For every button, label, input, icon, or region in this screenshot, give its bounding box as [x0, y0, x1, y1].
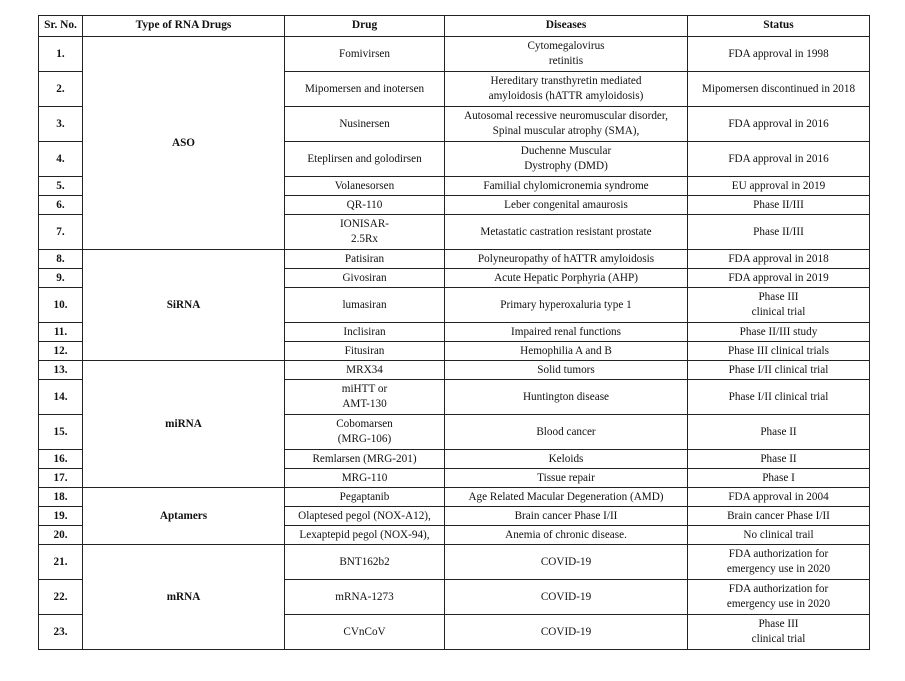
cell-drug-line: Fitusiran	[344, 344, 385, 357]
cell-sr-no: 19.	[39, 507, 83, 526]
cell-drug	[285, 196, 445, 215]
cell-drug	[285, 177, 445, 196]
cell-disease	[445, 380, 688, 415]
cell-status-line: emergency use in 2020	[726, 598, 831, 610]
cell-drug-line: CVnCoV	[343, 625, 386, 638]
cell-status	[688, 380, 870, 415]
cell-disease-line: COVID-19	[540, 555, 592, 568]
cell-drug-line: AMT-130	[342, 398, 387, 410]
cell-disease-line: Familial chylomicronemia syndrome	[483, 179, 649, 192]
cell-rna-type: miRNA	[83, 361, 285, 488]
cell-disease	[445, 142, 688, 177]
cell-status-line: Mipomersen discontinued in 2018	[701, 82, 856, 95]
cell-disease	[445, 107, 688, 142]
cell-sr-no: 2.	[39, 72, 83, 107]
cell-drug-line: Fomivirsen	[339, 47, 390, 60]
cell-status	[688, 615, 870, 650]
cell-sr-no: 12.	[39, 342, 83, 361]
cell-drug-line: Nusinersen	[339, 117, 390, 130]
cell-sr-no: 10.	[39, 288, 83, 323]
cell-disease	[445, 215, 688, 250]
rna-drugs-table	[38, 15, 870, 650]
cell-rna-type: ASO	[83, 37, 285, 250]
cell-disease-line: COVID-19	[540, 625, 592, 638]
cell-disease	[445, 323, 688, 342]
cell-drug	[285, 545, 445, 580]
cell-disease-line: Metastatic castration resistant prostate	[480, 225, 652, 238]
cell-status	[688, 323, 870, 342]
cell-status-line: Phase III clinical trials	[728, 344, 829, 357]
cell-drug-line: 2.5Rx	[350, 233, 379, 245]
cell-drug-line: MRG-110	[341, 471, 388, 484]
cell-disease-line: amyloidosis (hATTR amyloidosis)	[488, 90, 644, 102]
cell-drug	[285, 215, 445, 250]
cell-sr-no: 11.	[39, 323, 83, 342]
cell-disease-line: Keloids	[548, 452, 584, 465]
cell-disease	[445, 196, 688, 215]
cell-sr-no: 9.	[39, 269, 83, 288]
cell-sr-no: 13.	[39, 361, 83, 380]
cell-status	[688, 545, 870, 580]
cell-drug	[285, 580, 445, 615]
cell-drug-line: (MRG-106)	[337, 433, 392, 445]
cell-drug	[285, 107, 445, 142]
cell-disease-line: Polyneuropathy of hATTR amyloidosis	[477, 252, 655, 265]
cell-disease	[445, 342, 688, 361]
cell-status	[688, 269, 870, 288]
cell-status-line: emergency use in 2020	[726, 563, 831, 575]
cell-disease-line: Dystrophy (DMD)	[524, 160, 608, 172]
cell-rna-type: Aptamers	[83, 488, 285, 545]
cell-status	[688, 469, 870, 488]
cell-status-line: No clinical trail	[743, 528, 814, 541]
cell-disease	[445, 288, 688, 323]
cell-disease-line: Hereditary transthyretin mediated	[490, 75, 642, 88]
cell-disease-line: retinitis	[548, 55, 584, 67]
cell-disease-line: Acute Hepatic Porphyria (AHP)	[494, 271, 638, 284]
cell-sr-no: 17.	[39, 469, 83, 488]
table-row	[39, 37, 870, 72]
cell-sr-no: 20.	[39, 526, 83, 545]
cell-status-line: clinical trial	[751, 633, 806, 645]
cell-disease-line: Autosomal recessive neuromuscular disorder,	[464, 110, 668, 123]
cell-disease-line: Tissue repair	[537, 471, 595, 484]
cell-drug	[285, 488, 445, 507]
cell-status-line: Phase III	[758, 291, 799, 304]
cell-status-line: Brain cancer Phase I/II	[727, 509, 830, 522]
cell-status-line: EU approval in 2019	[731, 179, 826, 192]
cell-sr-no: 14.	[39, 380, 83, 415]
cell-status	[688, 37, 870, 72]
cell-status-line: Phase I/II clinical trial	[728, 390, 829, 403]
cell-drug-line: Pegaptanib	[339, 490, 390, 503]
cell-drug	[285, 361, 445, 380]
cell-disease	[445, 415, 688, 450]
cell-sr-no: 23.	[39, 615, 83, 650]
cell-drug	[285, 415, 445, 450]
cell-drug	[285, 342, 445, 361]
cell-disease	[445, 37, 688, 72]
cell-status	[688, 580, 870, 615]
cell-drug	[285, 288, 445, 323]
cell-disease	[445, 488, 688, 507]
cell-status-line: Phase II/III	[753, 225, 804, 238]
cell-drug-line: Olaptesed pegol (NOX-A12),	[298, 509, 431, 522]
cell-status-line: clinical trial	[751, 306, 806, 318]
cell-drug	[285, 323, 445, 342]
cell-status	[688, 361, 870, 380]
cell-drug-line: Lexaptepid pegol (NOX-94),	[299, 528, 430, 541]
cell-status-line: Phase II/III study	[739, 325, 818, 338]
cell-drug	[285, 526, 445, 545]
cell-disease-line: Brain cancer Phase I/II	[514, 509, 618, 522]
cell-status	[688, 142, 870, 177]
cell-disease	[445, 269, 688, 288]
cell-disease	[445, 177, 688, 196]
table-row	[39, 361, 870, 380]
cell-sr-no: 22.	[39, 580, 83, 615]
cell-drug	[285, 450, 445, 469]
cell-sr-no: 6.	[39, 196, 83, 215]
cell-disease	[445, 469, 688, 488]
cell-drug-line: QR-110	[346, 198, 383, 211]
cell-disease	[445, 526, 688, 545]
cell-status-line: Phase II	[760, 425, 797, 438]
cell-status-line: Phase II/III	[753, 198, 804, 211]
cell-disease	[445, 450, 688, 469]
cell-disease-line: COVID-19	[540, 590, 592, 603]
cell-status-line: FDA approval in 2004	[728, 490, 829, 503]
cell-drug	[285, 37, 445, 72]
cell-sr-no: 3.	[39, 107, 83, 142]
cell-drug-line: lumasiran	[342, 298, 387, 311]
table-row	[39, 250, 870, 269]
cell-sr-no: 15.	[39, 415, 83, 450]
cell-status	[688, 488, 870, 507]
cell-disease-line: Solid tumors	[537, 363, 595, 376]
cell-drug-line: Eteplirsen and golodirsen	[307, 152, 422, 165]
header-diseases: Diseases	[445, 16, 688, 37]
header-type: Type of RNA Drugs	[83, 16, 285, 37]
cell-status	[688, 215, 870, 250]
cell-status	[688, 250, 870, 269]
cell-drug-line: Mipomersen and inotersen	[304, 82, 425, 95]
cell-status-line: Phase I/II clinical trial	[728, 363, 829, 376]
cell-disease	[445, 545, 688, 580]
cell-drug	[285, 72, 445, 107]
table-row	[39, 488, 870, 507]
cell-status	[688, 415, 870, 450]
cell-drug-line: Inclisiran	[343, 325, 386, 338]
cell-status-line: FDA authorization for	[728, 548, 829, 561]
cell-disease-line: Blood cancer	[536, 425, 596, 438]
cell-status	[688, 288, 870, 323]
cell-drug-line: mRNA-1273	[335, 590, 394, 603]
cell-status	[688, 72, 870, 107]
cell-status-line: FDA approval in 2018	[728, 252, 829, 265]
cell-status-line: FDA approval in 2016	[728, 117, 829, 130]
cell-disease-line: Leber congenital amaurosis	[504, 198, 628, 211]
cell-sr-no: 8.	[39, 250, 83, 269]
header-sr-no: Sr. No.	[39, 16, 83, 37]
cell-disease	[445, 250, 688, 269]
cell-disease-line: Huntington disease	[522, 390, 610, 403]
cell-sr-no: 1.	[39, 37, 83, 72]
cell-drug-line: Givosiran	[342, 271, 387, 284]
cell-drug-line: Volanesorsen	[334, 179, 395, 192]
cell-disease	[445, 615, 688, 650]
cell-disease-line: Impaired renal functions	[511, 325, 621, 338]
cell-drug-line: Remlarsen (MRG-201)	[312, 452, 417, 465]
cell-status-line: Phase II	[760, 452, 797, 465]
cell-disease-line: Duchenne Muscular	[520, 145, 612, 158]
cell-status	[688, 196, 870, 215]
cell-drug	[285, 469, 445, 488]
cell-status-line: FDA approval in 1998	[728, 47, 829, 60]
cell-sr-no: 7.	[39, 215, 83, 250]
cell-disease	[445, 72, 688, 107]
cell-drug-line: Cobomarsen	[336, 418, 393, 431]
cell-disease-line: Primary hyperoxaluria type 1	[500, 298, 632, 311]
cell-sr-no: 16.	[39, 450, 83, 469]
cell-drug-line: MRX34	[346, 363, 383, 376]
cell-status-line: Phase I	[762, 471, 795, 484]
cell-status-line: Phase III	[758, 618, 799, 631]
cell-disease	[445, 580, 688, 615]
cell-drug	[285, 250, 445, 269]
cell-sr-no: 21.	[39, 545, 83, 580]
table-row	[39, 545, 870, 580]
cell-rna-type: mRNA	[83, 545, 285, 650]
cell-drug-line: Patisiran	[344, 252, 385, 265]
header-drug: Drug	[285, 16, 445, 37]
cell-disease-line: Cytomegalovirus	[527, 40, 605, 53]
cell-drug	[285, 380, 445, 415]
table-body	[39, 37, 870, 650]
cell-drug	[285, 507, 445, 526]
cell-disease-line: Age Related Macular Degeneration (AMD)	[468, 490, 664, 503]
cell-drug	[285, 142, 445, 177]
cell-drug-line: BNT162b2	[339, 555, 390, 568]
cell-status	[688, 507, 870, 526]
cell-status	[688, 177, 870, 196]
cell-status	[688, 342, 870, 361]
cell-drug-line: miHTT or	[341, 383, 388, 396]
cell-status-line: FDA authorization for	[728, 583, 829, 596]
cell-status	[688, 450, 870, 469]
header-status: Status	[688, 16, 870, 37]
cell-drug	[285, 615, 445, 650]
cell-disease-line: Anemia of chronic disease.	[505, 528, 627, 541]
cell-disease	[445, 361, 688, 380]
cell-status	[688, 107, 870, 142]
cell-drug	[285, 269, 445, 288]
cell-rna-type: SiRNA	[83, 250, 285, 361]
cell-sr-no: 5.	[39, 177, 83, 196]
cell-sr-no: 4.	[39, 142, 83, 177]
cell-status-line: FDA approval in 2016	[728, 152, 829, 165]
table-header-row	[39, 16, 870, 37]
cell-disease	[445, 507, 688, 526]
cell-disease-line: Hemophilia A and B	[520, 344, 612, 357]
cell-drug-line: IONISAR-	[339, 218, 390, 231]
cell-status	[688, 526, 870, 545]
cell-sr-no: 18.	[39, 488, 83, 507]
cell-disease-line: Spinal muscular atrophy (SMA),	[492, 125, 640, 137]
cell-status-line: FDA approval in 2019	[728, 271, 829, 284]
